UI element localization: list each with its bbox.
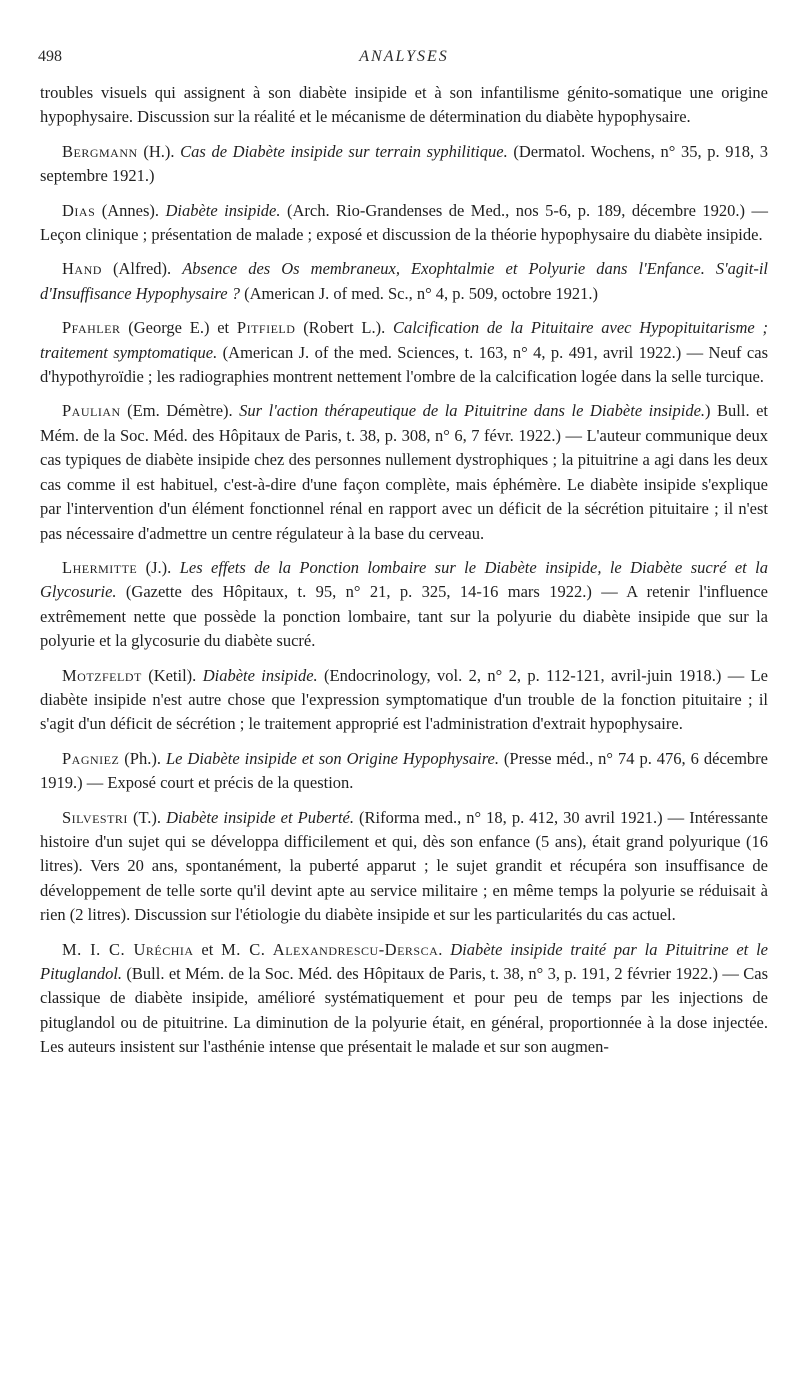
- entry-body: (Riforma med., n° 18, p. 412, 30 avril 1921.) — Intéressante histoire d'un sujet qui se développa difficilement et qui, dès son enfance (5 ans), était grand polyurique (16 litres). Vers 20 ans, spontanément, la puberté apparut ; le sujet grandit et récupéra son insuffisance de développement de telle sorte qu'il devint apte au service militaire ; en même temps la polyurie se réduisait à rien (2 litres). Discussion sur l'étiologie du diabète insipide et sur les particularités du cas actuel.: [40, 807, 769, 925]
- entry-author-rest: (Annes).: [95, 200, 166, 220]
- entry-author: Hand: [62, 259, 102, 279]
- entry-dias: [40, 199, 768, 248]
- entry-bergmann: [40, 140, 768, 189]
- entry-author-2-rest: .: [438, 939, 451, 959]
- entry-body: ) Bull. et Mém. de la Soc. Méd. des Hôpitaux de Paris, t. 38, p. 308, n° 6, 7 févr. 1922.) — L'auteur communique deux cas typiques de diabète insipide chez des personnes nullement dystrophiques ; la pituitrine a agi dans les deux cas comme il est habituel, c'est-à-dire d'une façon complète, mais éphémère. Le diabète insipide s'explique par l'intervention d'un élément fonctionnel rénal en rapport avec un déficit de la sécrétion pituitaire ; il n'est pas nécessaire d'admettre un centre régulateur à la base du cerveau.: [40, 401, 769, 543]
- entry-silvestri: [40, 806, 768, 928]
- entry-author-rest: (Ph.).: [119, 748, 166, 768]
- entry-body: (American J. of med. Sc., n° 4, p. 509, octobre 1921.): [239, 283, 599, 303]
- entry-paulian: [40, 399, 768, 545]
- entry-title: Diabète insipide et Puberté.: [166, 807, 354, 827]
- entry-body: (Gazette des Hôpitaux, t. 95, n° 21, p. 325, 14-16 mars 1922.) — A retenir l'influence extrêmement nette que possède la ponction lombaire, tant sur la polyurie du diabète insipide que sur la polyurie et la glycosurie du diabète sucré.: [40, 582, 768, 651]
- entry-title: Calcification de la Pituitaire avec Hypopituitarisme ; traitement symptomatique.: [40, 318, 768, 362]
- entry-title: Le Diabète insipide et son Origine Hypophysaire.: [165, 748, 499, 768]
- entry-author-2: M. C. Alexandrescu-Dersca: [221, 939, 439, 959]
- page: [38, 0, 769, 1057]
- entry-author-rest: (J.).: [137, 557, 180, 577]
- entry-author-rest: (Ketil).: [141, 665, 203, 685]
- entry-body: (Endocrinology, vol. 2, n° 2, p. 112-121, avril-juin 1918.) — Le diabète insipide n'est autre chose que l'expression symptomatique d'un trouble de la fonction pituitaire ; il s'agit d'un déficit de sécrétion ; le traitement approprié est l'administration d'extrait hypophysaire.: [40, 665, 768, 734]
- entry-author-rest: (T.).: [127, 807, 167, 827]
- continuation-paragraph: troubles visuels qui assignent à son diabète insipide et à son infantilisme génito-somatique une origine hypophysaire. Discussion sur la réalité et le mécanisme de détermination du diabète hypophysaire.: [40, 83, 768, 127]
- entry-title: Diabète insipide traité par la Pituitrine et le Pituglandol.: [40, 939, 768, 983]
- entry-author: Dias: [62, 200, 96, 220]
- entry-author-rest: (George E.) et: [120, 318, 237, 338]
- running-head: ANALYSES: [359, 48, 449, 65]
- entry-author: Motzfeldt: [62, 665, 142, 685]
- entry-author: Silvestri: [62, 807, 128, 827]
- entry-author-rest: (H.).: [137, 141, 181, 161]
- entry-motzfeldt: [40, 664, 768, 737]
- entry-lhermitte: [40, 556, 768, 654]
- entry-pfahler: [40, 316, 768, 389]
- entry-author-rest: (Em. Démètre).: [120, 401, 240, 421]
- entry-urechia: [40, 938, 768, 1060]
- page-number: 498: [38, 48, 62, 65]
- entry-title: Les effets de la Ponction lombaire sur le Diabète insipide, le Diabète sucré et la Glycosurie.: [40, 557, 768, 602]
- entry-author: Lhermitte: [62, 557, 138, 577]
- entry-author: Pfahler: [62, 318, 121, 338]
- entry-author: Pagniez: [62, 748, 120, 768]
- entry-body: (Bull. et Mém. de la Soc. Méd. des Hôpitaux de Paris, t. 38, n° 3, p. 191, 2 février 1922.) — Cas classique de diabète insipide, amélioré systématiquement et pour peu de temps par les injections de pituglandol ou de pituitrine. La diminution de la polyurie était, en général, proportionnée à la dose injectée. Les auteurs insistent sur l'asthénie intense que présentait le malade et sur son augmen-: [40, 964, 768, 1057]
- entry-body: (American J. of the med. Sciences, t. 163, n° 4, p. 491, avril 1922.) — Neuf cas d'hypothyroïdie ; les radiographies montrent nettement l'ombre de la calcification logée dans la selle turcique.: [40, 342, 768, 387]
- entry-author-rest: et: [193, 939, 222, 959]
- entry-author: Bergmann: [62, 141, 138, 161]
- entry-title: Absence des Os membraneux, Exophtalmie et Polyurie dans l'Enfance. S'agit-il d'Insuffisance Hypophysaire ?: [40, 259, 768, 303]
- entry-body: (Arch. Rio-Grandenses de Med., nos 5-6, p. 189, décembre 1920.) — Leçon clinique ; présentation de malade ; exposé et discussion de la théorie hypophysaire du diabète insipide.: [40, 200, 768, 245]
- entry-author: M. I. C. Uréchia: [62, 939, 194, 959]
- entry-hand: [40, 257, 768, 306]
- entry-body: (Presse méd., n° 74 p. 476, 6 décembre 1919.) — Exposé court et précis de la question.: [40, 748, 768, 793]
- entry-author-rest: (Alfred).: [101, 259, 183, 279]
- entry-title: Diabète insipide.: [165, 200, 281, 220]
- entry-title: Diabète insipide.: [202, 665, 318, 685]
- entry-pagniez: [40, 747, 768, 796]
- page-header: [40, 0, 768, 70]
- entry-author: Paulian: [62, 401, 121, 421]
- entry-author-2-rest: (Robert L.).: [295, 318, 393, 338]
- entry-body: (Dermatol. Wochens, n° 35, p. 918, 3 septembre 1921.): [40, 141, 768, 186]
- entry-title: Sur l'action thérapeutique de la Pituitrine dans le Diabète insipide.: [239, 401, 706, 421]
- text-body: [40, 81, 768, 1070]
- entry-author-2: Pitfield: [236, 318, 296, 338]
- entry-title: Cas de Diabète insipide sur terrain syphilitique.: [180, 141, 508, 161]
